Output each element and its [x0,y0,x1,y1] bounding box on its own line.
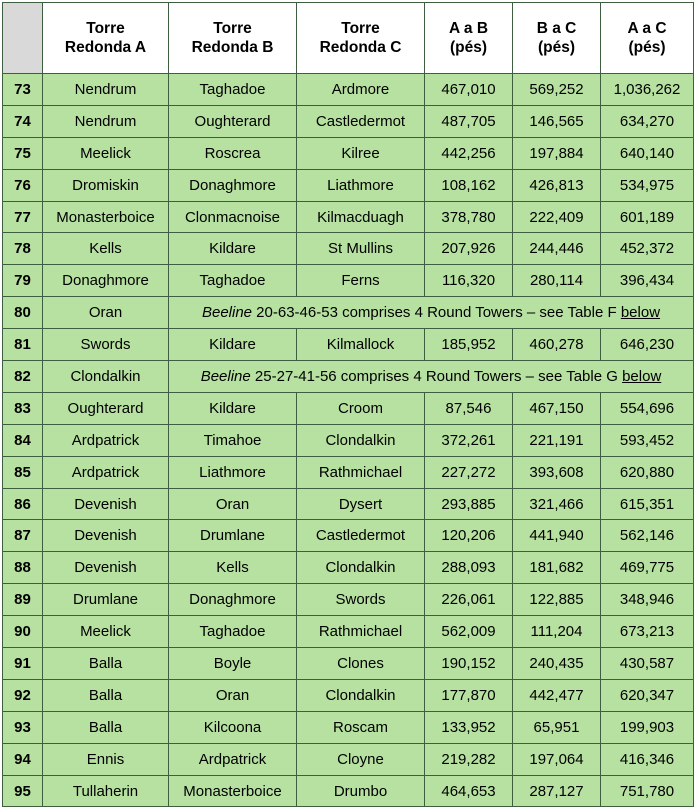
distance-a-b-cell: 464,653 [425,775,513,807]
distance-b-c-cell: 222,409 [513,201,601,233]
distance-b-c-cell: 197,064 [513,743,601,775]
tower-c-cell: Cloyne [297,743,425,775]
tower-b-cell: Taghadoe [169,265,297,297]
tower-a-cell: Oran [43,297,169,329]
distance-a-c-cell: 199,903 [601,711,694,743]
distance-a-c-cell: 430,587 [601,648,694,680]
distance-a-b-cell: 487,705 [425,105,513,137]
row-number: 87 [3,520,43,552]
row-number: 88 [3,552,43,584]
distance-a-c-cell: 554,696 [601,392,694,424]
beeline-text: 25-27-41-56 comprises 4 Round Towers – see Table G [250,367,623,385]
beeline-note [169,297,694,329]
tower-a-cell: Balla [43,679,169,711]
beeline-below-link[interactable]: below [620,304,661,322]
tower-b-cell: Oran [169,679,297,711]
distance-b-c-cell: 460,278 [513,329,601,361]
tower-c-cell: Kilree [297,137,425,169]
beeline-word: Beeline [201,304,253,322]
tower-b-cell: Ardpatrick [169,743,297,775]
row-number: 95 [3,775,43,807]
header-row [3,3,694,74]
tower-b-cell: Oran [169,488,297,520]
header-a-to-b: A a B (pés) [425,3,513,74]
row-number: 86 [3,488,43,520]
tower-c-cell: Castledermot [297,105,425,137]
distance-a-b-cell: 442,256 [425,137,513,169]
distance-b-c-cell: 65,951 [513,711,601,743]
tower-a-cell: Meelick [43,137,169,169]
table-row [3,711,694,743]
table-row [3,105,694,137]
table-row [3,552,694,584]
tower-b-cell: Boyle [169,648,297,680]
distance-a-c-cell: 646,230 [601,329,694,361]
beeline-word: Beeline [200,367,251,385]
distance-b-c-cell: 146,565 [513,105,601,137]
header-index [3,3,43,74]
tower-a-cell: Swords [43,329,169,361]
tower-a-cell: Drumlane [43,584,169,616]
tower-a-cell: Oughterard [43,392,169,424]
tower-b-cell: Kilcoona [169,711,297,743]
distance-a-b-cell: 378,780 [425,201,513,233]
header-tower-c: Torre Redonda C [297,3,425,74]
tower-a-cell: Ardpatrick [43,424,169,456]
distance-a-c-cell: 673,213 [601,616,694,648]
header-b-to-c: B a C (pés) [513,3,601,74]
tower-c-cell: Liathmore [297,169,425,201]
distance-a-c-cell: 534,975 [601,169,694,201]
distance-a-c-cell: 469,775 [601,552,694,584]
beeline-below-link[interactable]: below [622,367,662,385]
distance-b-c-cell: 181,682 [513,552,601,584]
tower-c-cell: Clondalkin [297,552,425,584]
tower-c-cell: Clondalkin [297,424,425,456]
row-number: 73 [3,74,43,106]
header-tower-b: Torre Redonda B [169,3,297,74]
distance-b-c-cell: 122,885 [513,584,601,616]
row-number: 82 [3,361,43,393]
distance-b-c-cell: 467,150 [513,392,601,424]
tower-a-cell: Meelick [43,616,169,648]
tower-c-cell: St Mullins [297,233,425,265]
distance-a-c-cell: 620,880 [601,456,694,488]
tower-b-cell: Timahoe [169,424,297,456]
tower-a-cell: Devenish [43,488,169,520]
beeline-text: 20-63-46-53 comprises 4 Round Towers – see Table F [252,304,621,322]
row-number: 92 [3,679,43,711]
distance-a-b-cell: 219,282 [425,743,513,775]
tower-a-cell: Kells [43,233,169,265]
tower-a-cell: Donaghmore [43,265,169,297]
distance-a-c-cell: 751,780 [601,775,694,807]
tower-c-cell: Rathmichael [297,616,425,648]
distance-a-b-cell: 185,952 [425,329,513,361]
tower-c-cell: Ferns [297,265,425,297]
distance-a-c-cell: 396,434 [601,265,694,297]
tower-c-cell: Croom [297,392,425,424]
tower-a-cell: Balla [43,648,169,680]
tower-b-cell: Kildare [169,392,297,424]
distance-a-b-cell: 562,009 [425,616,513,648]
distance-a-b-cell: 87,546 [425,392,513,424]
tower-a-cell: Nendrum [43,74,169,106]
row-number: 80 [3,297,43,329]
distance-a-b-cell: 116,320 [425,265,513,297]
row-number: 89 [3,584,43,616]
tower-c-cell: Rathmichael [297,456,425,488]
distance-a-b-cell: 120,206 [425,520,513,552]
tower-a-cell: Dromiskin [43,169,169,201]
tower-b-cell: Liathmore [169,456,297,488]
tower-a-cell: Clondalkin [43,361,169,393]
table-row [3,584,694,616]
row-number: 84 [3,424,43,456]
distance-a-b-cell: 227,272 [425,456,513,488]
tower-a-cell: Devenish [43,520,169,552]
row-number: 93 [3,711,43,743]
distance-a-c-cell: 601,189 [601,201,694,233]
distance-b-c-cell: 280,114 [513,265,601,297]
tower-c-cell: Castledermot [297,520,425,552]
table-row [3,361,694,393]
tower-c-cell: Ardmore [297,74,425,106]
row-number: 81 [3,329,43,361]
distance-b-c-cell: 221,191 [513,424,601,456]
header-tower-a: Torre Redonda A [43,3,169,74]
row-number: 77 [3,201,43,233]
distance-a-c-cell: 562,146 [601,520,694,552]
distance-b-c-cell: 441,940 [513,520,601,552]
distance-b-c-cell: 111,204 [513,616,601,648]
row-number: 83 [3,392,43,424]
row-number: 91 [3,648,43,680]
distance-a-c-cell: 452,372 [601,233,694,265]
table-row [3,775,694,807]
distance-a-c-cell: 593,452 [601,424,694,456]
distance-a-b-cell: 293,885 [425,488,513,520]
table-row [3,616,694,648]
table-row [3,265,694,297]
distance-a-c-cell: 615,351 [601,488,694,520]
distance-a-c-cell: 634,270 [601,105,694,137]
row-number: 76 [3,169,43,201]
tower-b-cell: Kildare [169,329,297,361]
tower-b-cell: Taghadoe [169,74,297,106]
table-row [3,297,694,329]
table-row [3,392,694,424]
table-row [3,424,694,456]
table-row [3,329,694,361]
distance-b-c-cell: 244,446 [513,233,601,265]
tower-b-cell: Taghadoe [169,616,297,648]
beeline-note [169,361,694,393]
round-towers-table [2,2,694,807]
tower-b-cell: Clonmacnoise [169,201,297,233]
row-number: 94 [3,743,43,775]
distance-a-b-cell: 226,061 [425,584,513,616]
table-row [3,520,694,552]
tower-c-cell: Clones [297,648,425,680]
tower-a-cell: Devenish [43,552,169,584]
row-number: 75 [3,137,43,169]
tower-a-cell: Tullaherin [43,775,169,807]
table-row [3,201,694,233]
tower-b-cell: Kells [169,552,297,584]
distance-a-c-cell: 348,946 [601,584,694,616]
distance-a-c-cell: 416,346 [601,743,694,775]
distance-a-c-cell: 1,036,262 [601,74,694,106]
tower-a-cell: Ennis [43,743,169,775]
distance-a-b-cell: 190,152 [425,648,513,680]
distance-a-b-cell: 288,093 [425,552,513,584]
tower-b-cell: Donaghmore [169,584,297,616]
distance-a-b-cell: 207,926 [425,233,513,265]
table-row [3,456,694,488]
distance-b-c-cell: 240,435 [513,648,601,680]
table-row [3,233,694,265]
tower-b-cell: Monasterboice [169,775,297,807]
table-row [3,679,694,711]
distance-b-c-cell: 197,884 [513,137,601,169]
table-row [3,648,694,680]
tower-b-cell: Oughterard [169,105,297,137]
row-number: 90 [3,616,43,648]
row-number: 79 [3,265,43,297]
distance-a-b-cell: 467,010 [425,74,513,106]
distance-b-c-cell: 442,477 [513,679,601,711]
tower-c-cell: Kilmallock [297,329,425,361]
distance-b-c-cell: 321,466 [513,488,601,520]
tower-c-cell: Roscam [297,711,425,743]
distance-a-c-cell: 620,347 [601,679,694,711]
table-row [3,743,694,775]
tower-b-cell: Drumlane [169,520,297,552]
row-number: 74 [3,105,43,137]
distance-b-c-cell: 287,127 [513,775,601,807]
tower-c-cell: Clondalkin [297,679,425,711]
tower-b-cell: Donaghmore [169,169,297,201]
tower-c-cell: Drumbo [297,775,425,807]
tower-b-cell: Kildare [169,233,297,265]
distance-a-c-cell: 640,140 [601,137,694,169]
row-number: 85 [3,456,43,488]
tower-c-cell: Swords [297,584,425,616]
tower-c-cell: Dysert [297,488,425,520]
tower-a-cell: Nendrum [43,105,169,137]
tower-a-cell: Balla [43,711,169,743]
table-row [3,488,694,520]
distance-b-c-cell: 569,252 [513,74,601,106]
distance-b-c-cell: 426,813 [513,169,601,201]
tower-a-cell: Monasterboice [43,201,169,233]
tower-b-cell: Roscrea [169,137,297,169]
table-row [3,74,694,106]
distance-b-c-cell: 393,608 [513,456,601,488]
tower-a-cell: Ardpatrick [43,456,169,488]
table-row [3,169,694,201]
table-row [3,137,694,169]
distance-a-b-cell: 372,261 [425,424,513,456]
distance-a-b-cell: 177,870 [425,679,513,711]
distance-a-b-cell: 133,952 [425,711,513,743]
tower-c-cell: Kilmacduagh [297,201,425,233]
distance-a-b-cell: 108,162 [425,169,513,201]
header-a-to-c: A a C (pés) [601,3,694,74]
row-number: 78 [3,233,43,265]
